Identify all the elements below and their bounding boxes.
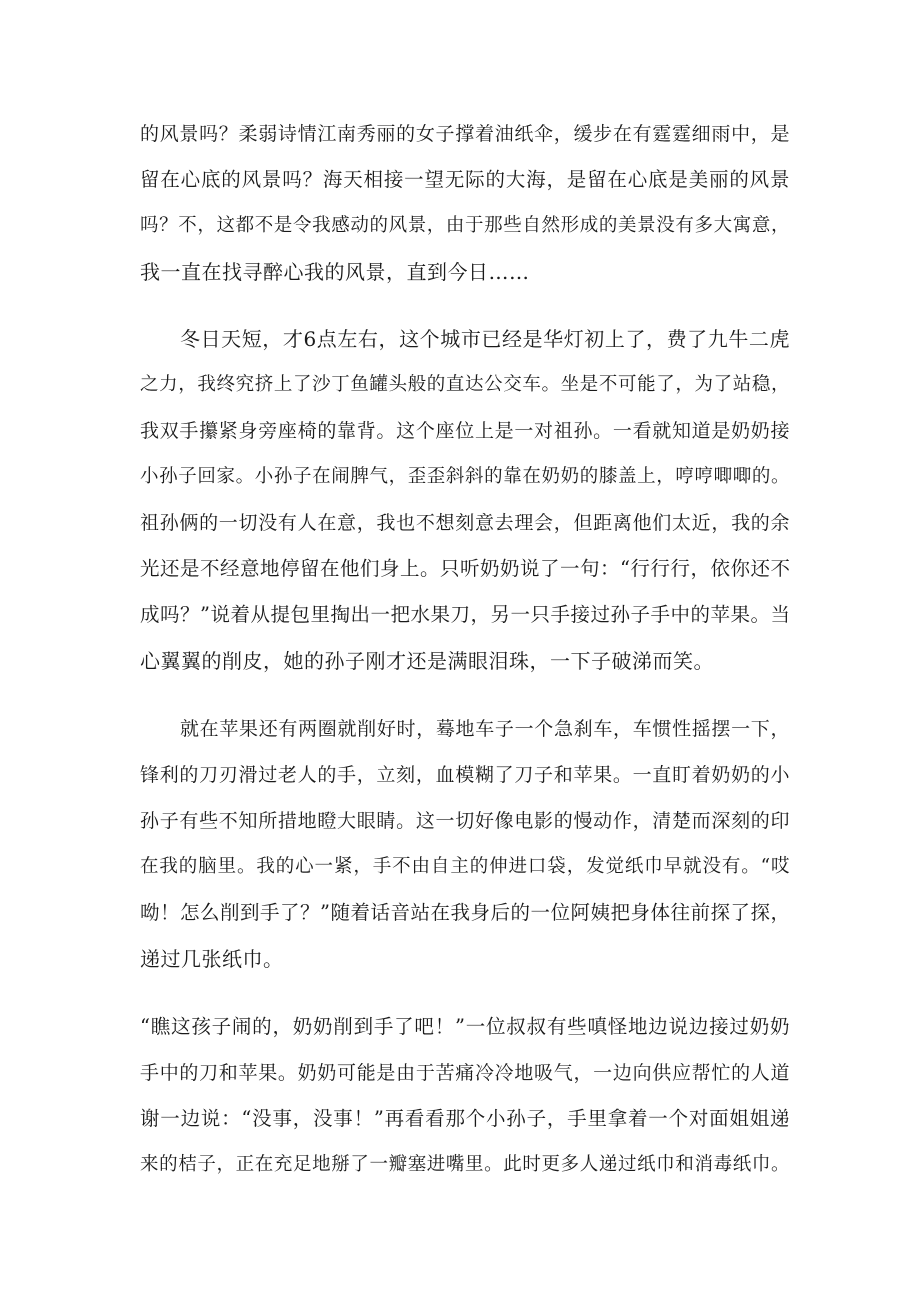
text-line: 锋利的刀刃滑过老人的手，立刻，血模糊了刀子和苹果。一直盯着奶奶的小 [140,764,790,786]
text-line: 递过几张纸巾。 [140,947,284,971]
text-line: 留在心底的风景吗？海天相接一望无际的大海，是留在心底是美丽的风景 [140,168,790,191]
text-line: 小孙子回家。小孙子在闹脾气，歪歪斜斜的靠在奶奶的膝盖上，哼哼唧唧的。 [140,466,790,487]
text-line: 吗？不，这都不是令我感动的风景，由于那些自然形成的美景没有多大寓意， [140,215,790,236]
text-line: “瞧这孩子闹的，奶奶削到手了吧！”一位叔叔有些嗔怪地边说边接过奶奶 [140,1015,790,1038]
text-line: 成吗？”说着从提包里掏出一把水果刀，另一只手接过孙子手中的苹果。当 [140,603,791,626]
text-line: 呦！怎么削到手了？”随着话音站在我身后的一位阿姨把身体往前探了探， [140,901,791,924]
text-line: 我一直在找寻醉心我的风景，直到今日…… [140,260,530,284]
text-line: 在我的脑里。我的心一紧，手不由自主的伸进口袋，发觉纸巾早就没有。“哎 [140,856,790,877]
text-line: 光还是不经意地停留在他们身上。只听奶奶说了一句：“行行行，依你还不 [140,557,791,580]
text-line: 就在苹果还有两圈就削好时，蓦地车子一个急刹车，车惯性摇摆一下， [180,718,790,740]
text-line: 的风景吗？柔弱诗情江南秀丽的女子撑着油纸伞，缓步在有霆霆细雨中，是 [140,123,790,145]
text-line: 心翼翼的削皮，她的孙子刚才还是满眼泪珠，一下子破涕而笑。 [140,649,714,673]
paragraph-1 [140,111,790,295]
text-line: 我双手攥紧身旁座椅的靠背。这个座位上是一对祖孙。一看就知道是奶奶接 [140,420,790,442]
text-line: 之力，我终究挤上了沙丁鱼罐头般的直达公交车。坐是不可能了，为了站稳， [140,374,790,395]
text-line: 谢一边说：“没事，没事！”再看看那个小孙子，手里拿着一个对面姐姐递 [140,1107,790,1130]
text-line: 手中的刀和苹果。奶奶可能是由于苦痛冷冷地吸气，一边向供应帮忙的人道 [140,1062,790,1084]
paragraph-4 [140,1004,790,1188]
text-line: 祖孙俩的一切没有人在意，我也不想刻意去理会，但距离他们太近，我的余 [140,512,790,534]
text-line: 冬日天短，才6点左右，这个城市已经是华灯初上了，费了九牛二虎 [180,327,790,351]
text-line: 来的桔子，正在充足地掰了一瓣塞进嘴里。此时更多人递过纸巾和消毒纸巾。 [140,1154,790,1175]
paragraph-3 [140,706,790,982]
text-line: 孙子有些不知所措地瞪大眼睛。这一切好像电影的慢动作，清楚而深刻的印 [140,810,790,832]
paragraph-2 [140,316,790,684]
